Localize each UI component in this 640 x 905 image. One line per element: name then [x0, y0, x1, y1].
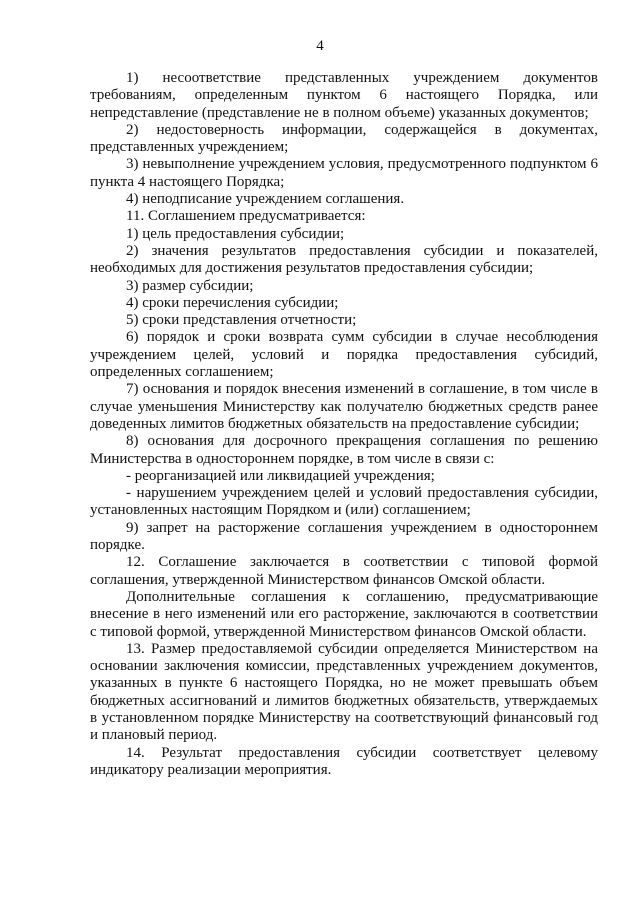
paragraph: Дополнительные соглашения к соглашению, предусматривающие внесение в него изменений или его расторжение, заключаются в соответствии с типовой формой, утвержденной Министерством финансов Омской области.: [90, 588, 598, 640]
paragraph: 14. Результат предоставления субсидии соответствует целевому индикатору реализации мероприятия.: [90, 744, 598, 778]
paragraph: 7) основания и порядок внесения изменений в соглашение, в том числе в случае уменьшения Министерству как получателю бюджетных средств ранее доведенных лимитов бюджетных обязательств на предоставление субсидии;: [90, 381, 598, 432]
paragraph: 13. Размер предоставляемой субсидии определяется Министерством на основании заключения комиссии, представленных учреждением документов, указанных в пункте 6 настоящего Порядка, но не может превышать объем бюджетных ассигнований и лимитов бюджетных обязательств, утверждаемых в установленном порядке Министерству на соответствующий финансовый год и плановый период.: [90, 640, 598, 744]
paragraph: 4) неподписание учреждением соглашения.: [126, 191, 405, 208]
paragraph: 9) запрет на расторжение соглашения учреждением в одностороннем порядке.: [90, 519, 598, 554]
paragraph: 1) цель предоставления субсидии;: [126, 225, 345, 242]
paragraph: 5) сроки представления отчетности;: [126, 312, 357, 329]
paragraph: 6) порядок и сроки возврата сумм субсидии в случае несоблюдения учреждением целей, условий и порядка предоставления субсидий, определенных соглашением;: [90, 329, 598, 381]
paragraph: 4) сроки перечисления субсидии;: [126, 294, 339, 311]
paragraph: 11. Соглашением предусматривается:: [126, 208, 366, 225]
page-number: 4: [316, 38, 324, 54]
paragraph: 12. Соглашение заключается в соответствии с типовой формой соглашения, утвержденной Министерством финансов Омской области.: [90, 554, 598, 588]
paragraph: 1) несоответствие представленных учреждением документов требованиям, определенным пунктом 6 настоящего Порядка, или непредставление (представление не в полном объеме) указанных документов;: [90, 70, 598, 121]
paragraph: 3) размер субсидии;: [126, 277, 254, 294]
paragraph: - реорганизацией или ликвидацией учреждения;: [126, 467, 435, 484]
paragraph: 8) основания для досрочного прекращения соглашения по решению Министерства в одностороннем порядке, в том числе в связи с:: [90, 433, 598, 467]
document-body: [90, 70, 598, 779]
paragraph: - нарушением учреждением целей и условий предоставления субсидии, установленных настоящим Порядком и (или) соглашением;: [90, 485, 598, 519]
paragraph: 2) недостоверность информации, содержащейся в документах, представленных учреждением;: [90, 121, 598, 156]
paragraph: 3) невыполнение учреждением условия, предусмотренного подпунктом 6 пункта 4 настоящего Порядка;: [90, 156, 598, 190]
paragraph: 2) значения результатов предоставления субсидии и показателей, необходимых для достижения результатов предоставления субсидии;: [90, 242, 598, 277]
